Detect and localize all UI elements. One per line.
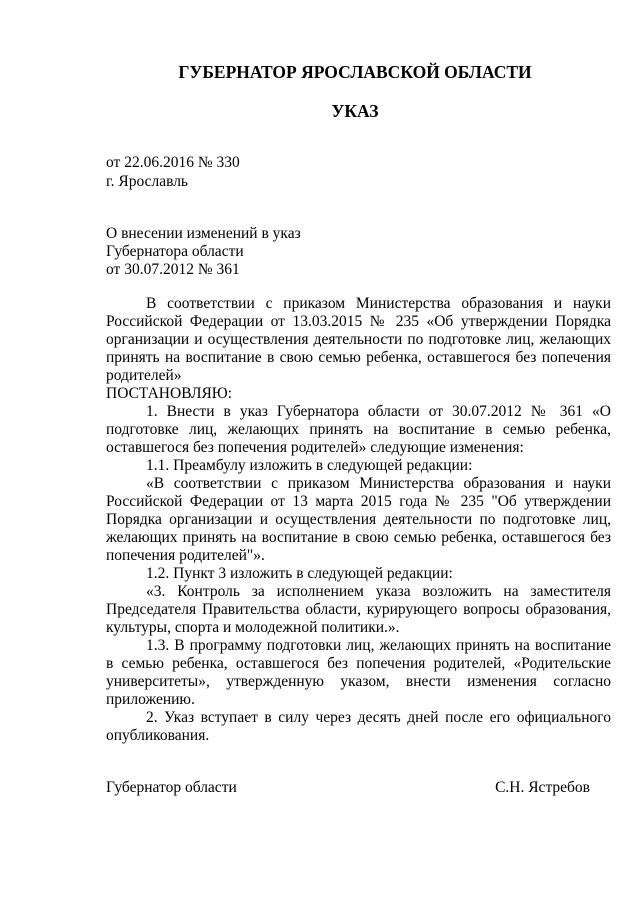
subject-line-3: от 30.07.2012 № 361: [106, 261, 240, 278]
doc-type-heading: УКАЗ: [331, 101, 379, 121]
paragraph-1-1: 1.1. Преамбулу изложить в следующей редакции:: [146, 457, 473, 474]
decree-word: ПОСТАНОВЛЯЮ:: [106, 385, 233, 402]
authority-heading: ГУБЕРНАТОР ЯРОСЛАВСКОЙ ОБЛАСТИ: [178, 62, 532, 82]
decree-body: [106, 295, 611, 745]
subject-line-2: Губернатора области: [106, 243, 244, 260]
signatory-name: С.Н. Ястребов: [495, 779, 590, 796]
paragraph-1: 1. Внести в указ Губернатора области от 30.07.2012 № 361 «О подготовке лиц, желающих принять на воспитание в семью ребенка, оставшегося без попечения родителей» следующие изменения:: [106, 403, 611, 456]
paragraph-2: 2. Указ вступает в силу через десять дней после его официального опубликования.: [106, 709, 611, 744]
paragraph-1-2: 1.2. Пункт 3 изложить в следующей редакции:: [146, 565, 453, 582]
paragraph-1-2-text: «3. Контроль за исполнением указа возложить на заместителя Председателя Правительства области, курирующего вопросы образования, культуры, спорта и молодежной политики.».: [106, 583, 611, 636]
date-number: от 22.06.2016 № 330: [106, 154, 240, 171]
signatory-position: Губернатор области: [106, 779, 237, 796]
subject-line-1: О внесении изменений в указ: [106, 225, 301, 242]
paragraph-1-1-text: «В соответствии с приказом Министерства образования и науки Российской Федерации от 13 марта 2015 года № 235 "Об утверждении Порядка организации и осуществления деятельности по подготовке лиц, желающих принять на воспитание в свою семью ребенка, оставшегося без попечения родителей"».: [106, 475, 611, 564]
paragraph-1-3: 1.3. В программу подготовки лиц, желающих принять на воспитание в семью ребенка, оставшегося без попечения родителей, «Родительские университеты», утвержденную указом, внести изменения согласно приложению.: [106, 637, 611, 708]
preamble-paragraph: В соответствии с приказом Министерства образования и науки Российской Федерации от 13.03.2015 № 235 «Об утверждении Порядка организации и осуществления деятельности по подготовке лиц, желающих принять на воспитание в свою семью ребенка, оставшегося без попечения родителей»: [106, 295, 611, 384]
city: г. Ярославль: [106, 173, 188, 190]
